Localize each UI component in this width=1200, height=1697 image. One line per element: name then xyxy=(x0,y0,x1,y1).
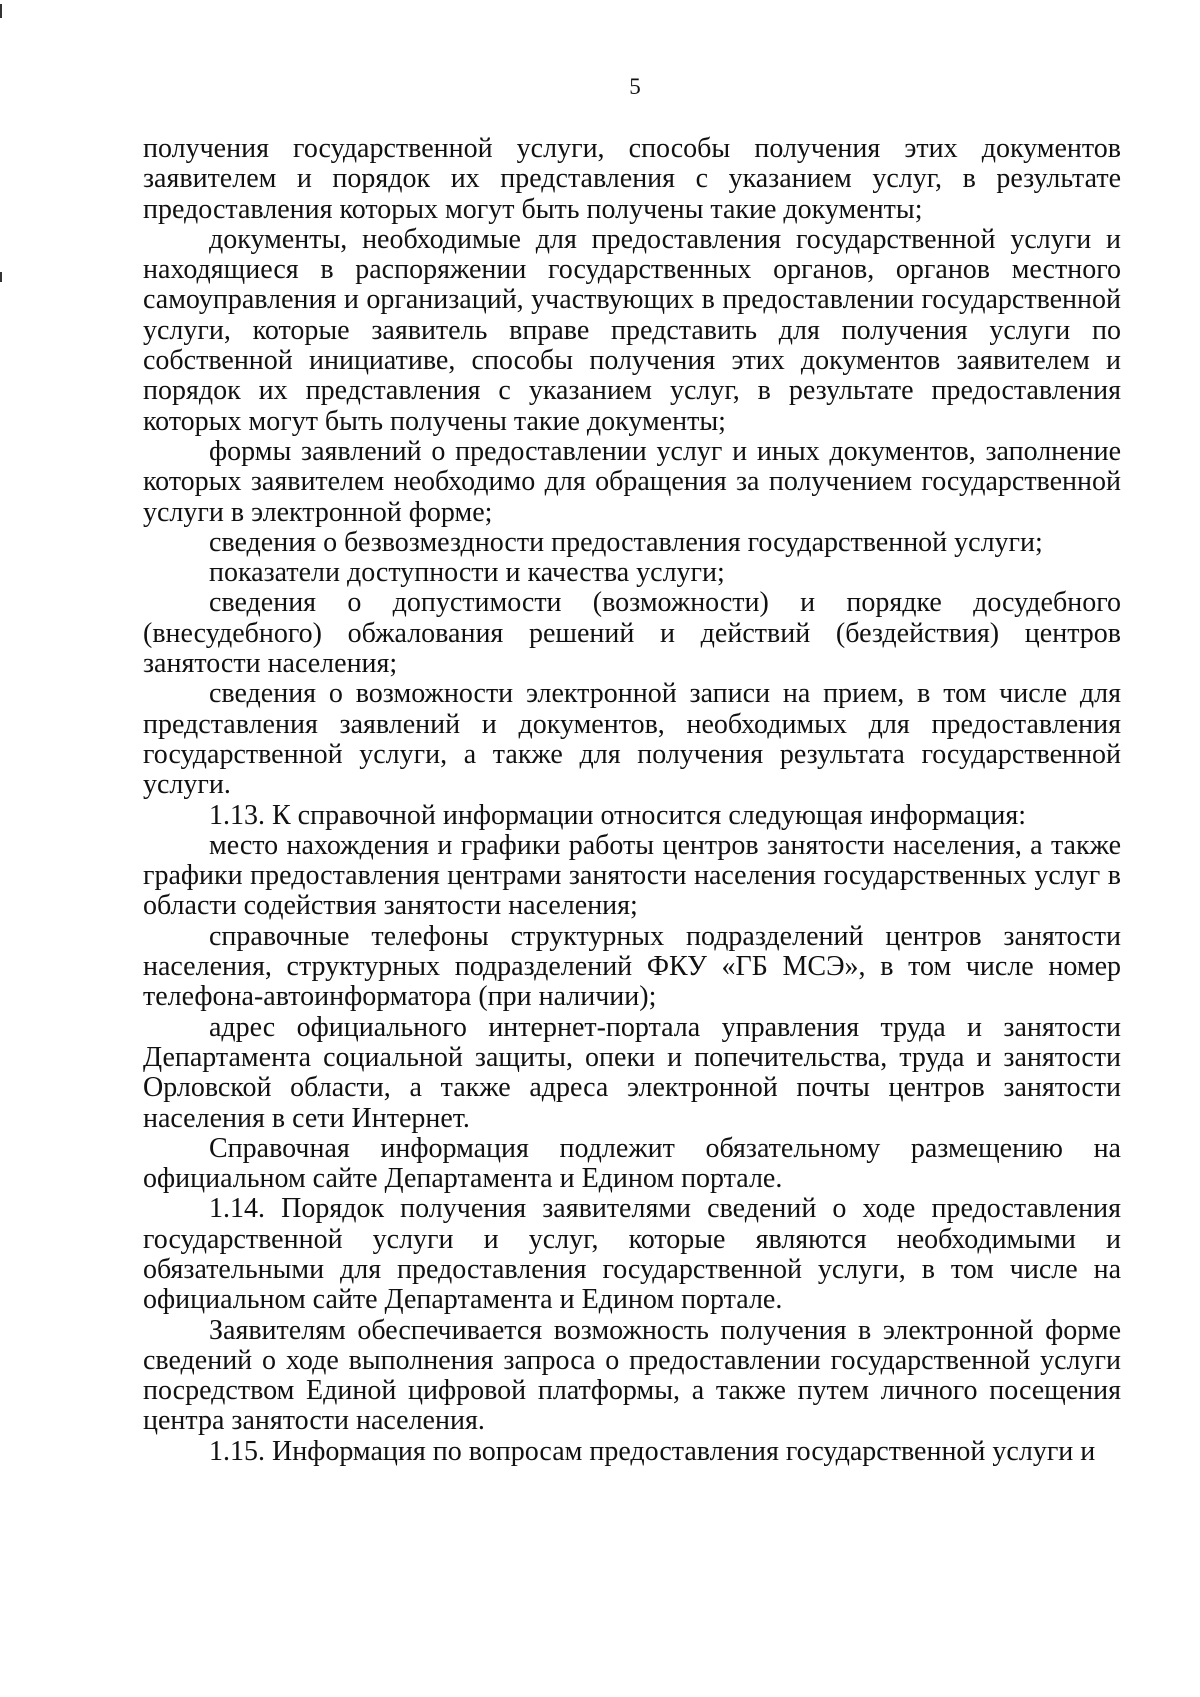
paragraph: сведения о возможности электронной записи на прием, в том числе для представления заявлений и документов, необходимых для предоставления государственной услуги, а также для получения результата государственной услуги. xyxy=(143,678,1121,801)
paragraph: документы, необходимые для предоставления государственной услуги и находящиеся в распоряжении государственных органов, органов местного самоуправления и организаций, участвующих в предоставлении государственной услуги, которые заявитель вправе представить для получения услуги по собственной инициативе, способы получения этих документов заявителем и порядок их представления с указанием услуг, в результате предоставления которых могут быть получены такие документы; xyxy=(143,223,1121,437)
page-number: 5 xyxy=(629,74,641,99)
paragraph: сведения о безвозмездности предоставления государственной услуги; xyxy=(209,526,1043,558)
paragraph: получения государственной услуги, способы получения этих документов заявителем и порядок их представления с указанием услуг, в результате предоставления которых могут быть получены такие документы; xyxy=(143,133,1121,225)
paragraph: показатели доступности и качества услуги; xyxy=(209,557,725,589)
section-heading-1-13: 1.13. К справочной информации относится следующая информация: xyxy=(209,799,1027,831)
paragraph: Заявителям обеспечивается возможность получения в электронной форме сведений о ходе выполнения запроса о предоставлении государственной услуги посредством Единой цифровой платформы, а также путем личного посещения центра занятости населения. xyxy=(143,1314,1121,1437)
paragraph: сведения о допустимости (возможности) и порядке досудебного (внесудебного) обжалования решений и действий (бездействия) центров занятости населения; xyxy=(143,587,1121,680)
paragraph: формы заявлений о предоставлении услуг и иных документов, заполнение которых заявителем необходимо для обращения за получением государственной услуги в электронной форме; xyxy=(143,435,1121,528)
document-body xyxy=(143,134,1121,1467)
section-heading-1-15: 1.15. Информация по вопросам предоставления государственной услуги и xyxy=(209,1435,1096,1467)
paragraph: место нахождения и графики работы центров занятости населения, а также графики предоставления центрами занятости населения государственных услуг в области содействия занятости населения; xyxy=(143,829,1121,922)
paragraph: адрес официального интернет-портала управления труда и занятости Департамента социальной защиты, опеки и попечительства, труда и занятости Орловской области, а также адреса электронной почты центров занятости населения в сети Интернет. xyxy=(143,1011,1121,1134)
paragraph: Справочная информация подлежит обязательному размещению на официальном сайте Департамента и Едином портале. xyxy=(143,1132,1121,1195)
paragraph: справочные телефоны структурных подразделений центров занятости населения, структурных подразделений ФКУ «ГБ МСЭ», в том числе номер телефона-автоинформатора (при наличии); xyxy=(143,920,1121,1013)
scan-mark-middle xyxy=(0,272,2,282)
section-heading-1-14: 1.14. Порядок получения заявителями сведений о ходе предоставления государственной услуги и услуг, которые являются необходимыми и обязательными для предоставления государственной услуги, в том числе на официальном сайте Департамента и Едином портале. xyxy=(143,1193,1121,1316)
scan-mark-top xyxy=(0,4,2,18)
